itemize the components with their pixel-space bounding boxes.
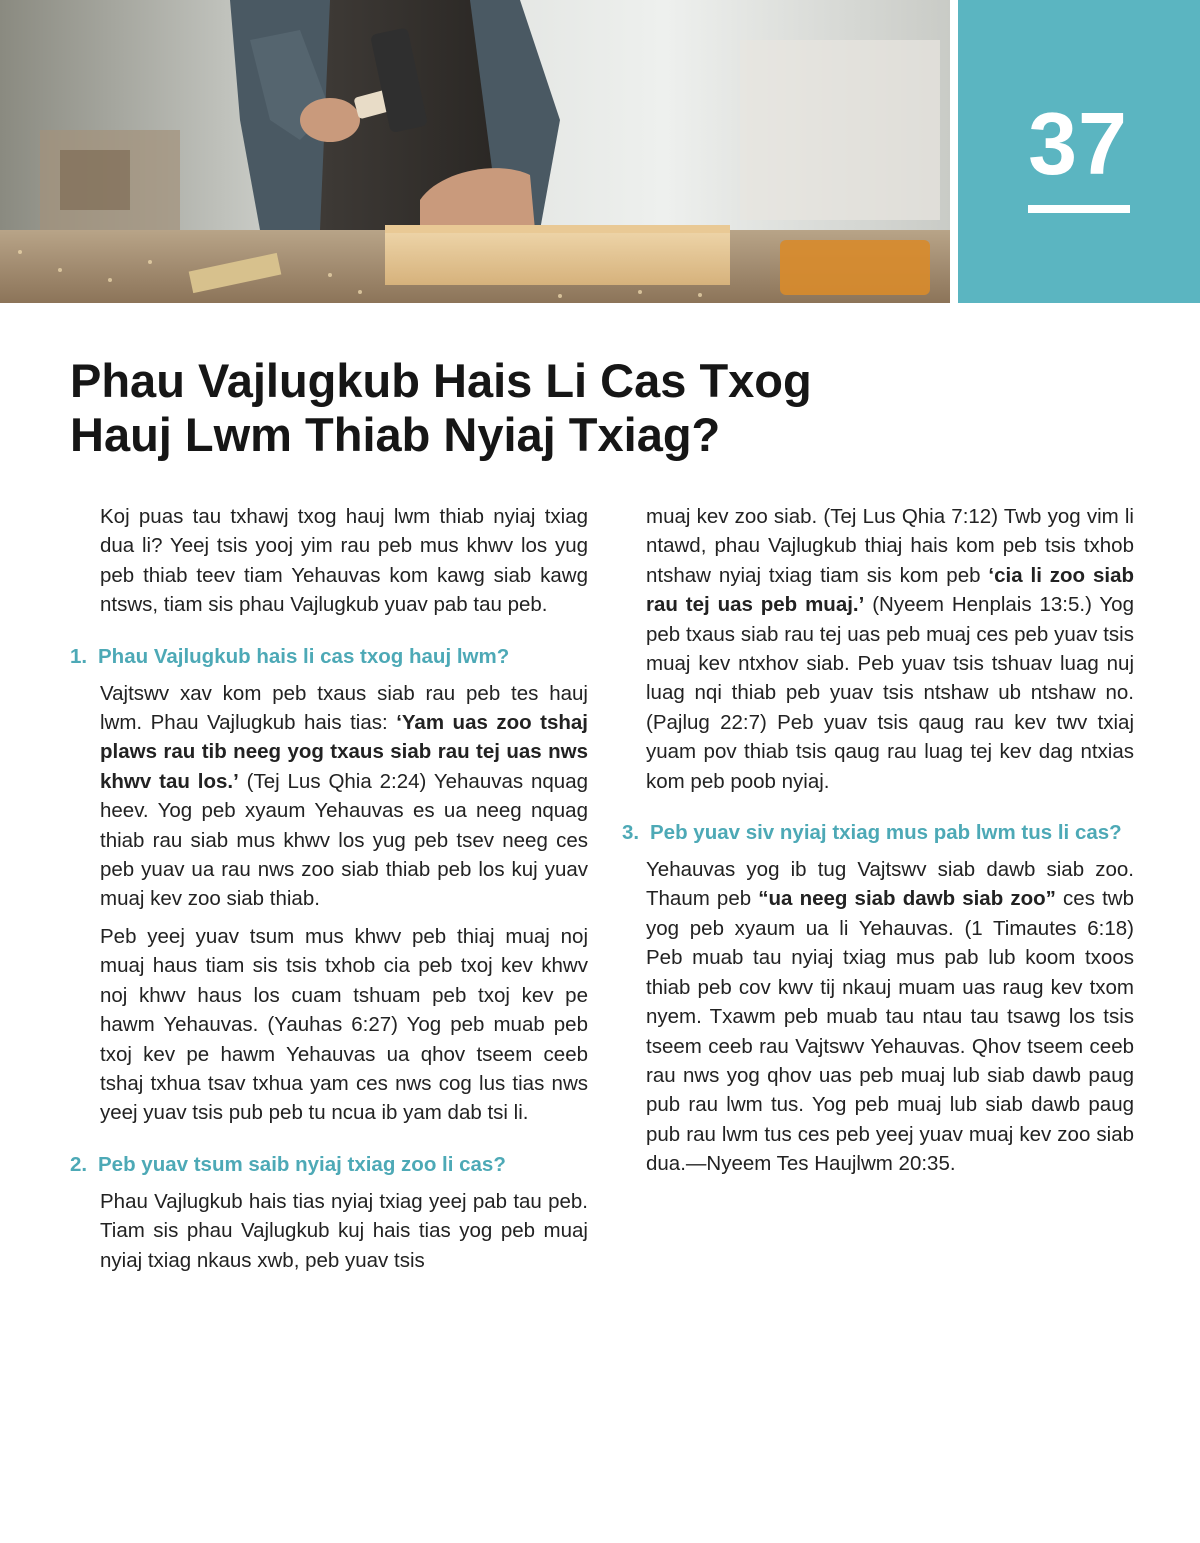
question-2-heading bbox=[70, 1150, 588, 1179]
question-1-number: 1. bbox=[70, 644, 88, 668]
question-3-number: 3. bbox=[622, 821, 640, 845]
question-3-text: Peb yuav siv nyiaj txiag mus pab lwm tus li cas? bbox=[650, 821, 1122, 845]
question-1-paragraph-2: Peb yeej yuav tsum mus khwv peb thiaj muaj noj muaj haus tiam sis tsis txhob cia peb txoj kev khwv noj khwv haus los cuam tshuam peb txoj kev pe hawm Yehauvas. (Yauhas 6:27) Yog peb muab peb txoj kev pe hawm Yehauvas ua qhov tseem ceeb tshaj txhua tsav txhua yam ces nws cog lus tias nws yeej yuav tsis pub peb tu ncua ib yam dab tsi li. bbox=[100, 924, 588, 1125]
question-1-heading bbox=[70, 642, 588, 671]
left-column bbox=[70, 502, 588, 1283]
lesson-badge bbox=[958, 0, 1200, 303]
paragraph-text: Yehauvas yog ib tug Vajtswv siab dawb siab zoo. Thaum peb bbox=[646, 858, 1134, 911]
scripture-quote: “ua neeg siab dawb siab zoo” bbox=[758, 887, 1056, 911]
paragraph-text: (Tej Lus Qhia 2:24) Yehauvas nquag heev. Yog peb xyaum Yehauvas es ua neeg nquag thiab rau siab mus khwv los yug peb tsev neeg ces peb yuav ua rau nws zoo siab thiab peb los kuj yuav muaj kev zoo siab thiab. bbox=[100, 769, 589, 911]
intro-paragraph: Koj puas tau txhawj txog hauj lwm thiab nyiaj txiag dua li? Yeej tsis yooj yim rau peb mus khwv los yug peb thiab teev tiam Yehauvas kom kawg siab kawg ntsws, tiam sis phau Vajlugkub yuav pab tau peb. bbox=[100, 505, 588, 617]
paragraph-text: (Nyeem Henplais 13:5.) Yog peb txaus siab rau tej uas peb muaj ces peb yuav tsis muaj kev ntxhov siab. Peb yuav tsis tshuav luag nuj luag nqi thiab peb yuav tsis ntshaw ub ntshaw no. (Pajlug 22:7) Peb yuav tsis qaug rau kev twv txiaj yuam pov thiab tsis qaug rau luag tej kev dag ntxias kom peb poob nyiaj. bbox=[646, 593, 1134, 793]
question-2-paragraph-1-continued bbox=[622, 502, 1134, 796]
paragraph-text: muaj kev zoo siab. (Tej Lus Qhia 7:12) Twb yog vim li ntawd, phau Vajlugkub thiaj hais kom peb tsis txhob ntshaw nyiaj txiag tiam sis kom peb bbox=[646, 505, 1134, 587]
paragraph-text: Vajtswv xav kom peb txaus siab rau peb tes hauj lwm. Phau Vajlugkub hais tias: bbox=[100, 681, 588, 735]
lesson-number: 37 bbox=[1028, 94, 1128, 193]
page-title-line-1: Phau Vajlugkub Hais Li Cas Txog bbox=[70, 354, 812, 407]
question-2-number: 2. bbox=[70, 1152, 88, 1176]
paragraph-text: ces twb yog peb xyaum ua li Yehauvas. (1 Timautes 6:18) Peb muab tau nyiaj txiag mus pab lub koom txoos thiab peb cov kwv tij nkauj muam uas raug kev txom nyem. Txawm peb muab tau ntau tau tsawg los tsis tseem ceeb rau Vajtswv Yehauvas. Qhov tseem ceeb rau nws yog qhov uas peb muaj lub siab dawb paug pub rau lwm tus. Yog peb muaj lub siab dawb paug pub rau lwm tus ces peb yeej yuav muaj kev zoo siab dua.—Nyeem Tes Haujlwm 20:35. bbox=[646, 887, 1134, 1176]
question-1-text: Phau Vajlugkub hais li cas txog hauj lwm? bbox=[98, 644, 510, 668]
page-title bbox=[70, 354, 970, 462]
question-2-paragraph-1: Phau Vajlugkub hais tias nyiaj txiag yeej pab tau peb. Tiam sis phau Vajlugkub kuj hais tias yog peb muaj nyiaj txiag nkaus xwb, peb yuav tsis bbox=[100, 1189, 588, 1272]
right-column bbox=[622, 502, 1134, 1187]
scripture-quote: ‘Yam uas zoo tshaj plaws rau tib neeg yog txaus siab rau tej uas nws khwv tau los.’ bbox=[100, 711, 588, 793]
page-title-line-2: Hauj Lwm Thiab Nyiaj Txiag? bbox=[70, 408, 721, 461]
question-3-paragraph-1 bbox=[622, 855, 1134, 1178]
hero-image bbox=[0, 0, 950, 303]
question-3-heading bbox=[622, 818, 1134, 847]
lesson-number-underline bbox=[1028, 205, 1130, 213]
question-1-paragraph-1 bbox=[70, 679, 588, 914]
scripture-quote: ‘cia li zoo siab rau tej uas peb muaj.’ bbox=[646, 563, 1134, 617]
question-2-text: Peb yuav tsum saib nyiaj txiag zoo li cas? bbox=[98, 1152, 506, 1176]
carpenter-illustration bbox=[0, 0, 950, 303]
